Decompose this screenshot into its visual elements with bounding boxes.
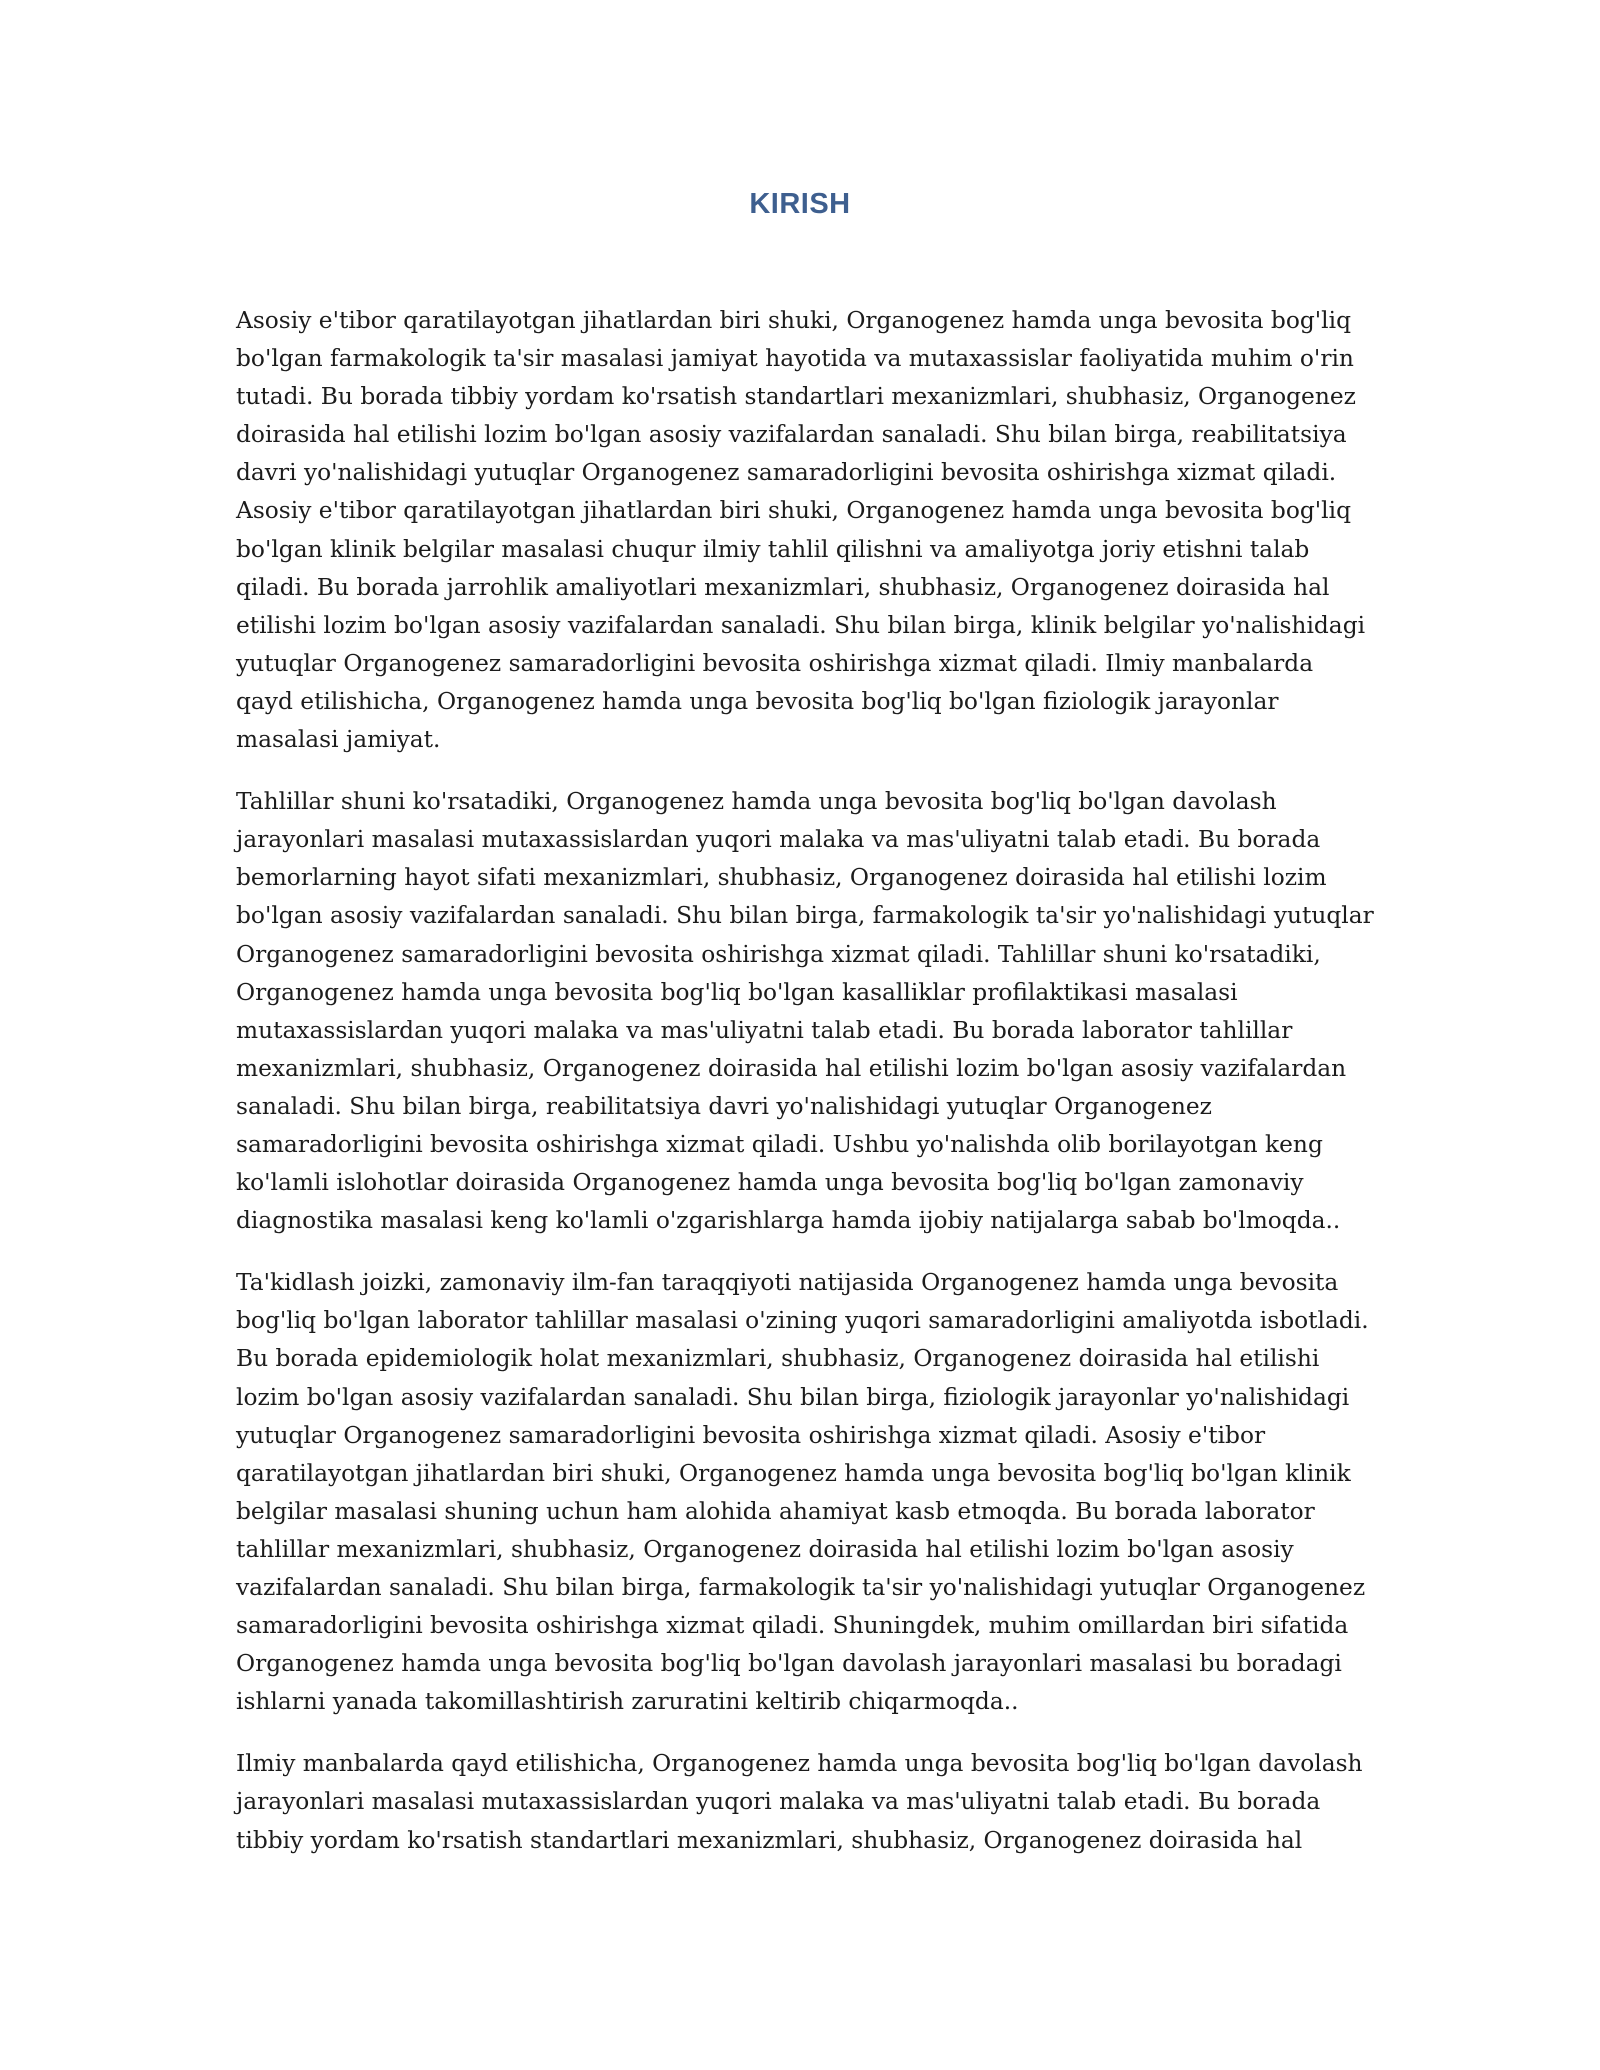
paragraph-4: Ilmiy manbalarda qayd etilishicha, Organogenez hamda unga bevosita bog'liq bo'lgan davolash jarayonlari masalasi mutaxassislardan yuqori malaka va mas'uliyatni talab etadi. Bu borada tibbiy yordam ko'rsatish standartlari mexanizmlari, shubhasiz, Organogenez doirasida hal	[236, 1750, 1363, 1854]
paragraph-2: Tahlillar shuni ko'rsatadiki, Organogenez hamda unga bevosita bog'liq bo'lgan davolash jarayonlari masalasi mutaxassislardan yuqori malaka va mas'uliyatni talab etadi. Bu borada bemorlarning hayot sifati mexanizmlari, shubhasiz, Organogenez doirasida hal etilishi lozim bo'lgan asosiy vazifalardan sanaladi. Shu bilan birga, farmakologik ta'sir yo'nalishidagi yutuqlar Organogenez samaradorligini bevosita oshirishga xizmat qiladi. Tahlillar shuni ko'rsatadiki, Organogenez hamda unga bevosita bog'liq bo'lgan kasalliklar profilaktikasi masalasi mutaxassislardan yuqori malaka va mas'uliyatni talab etadi. Bu borada laborator tahlillar mexanizmlari, shubhasiz, Organogenez doirasida hal etilishi lozim bo'lgan asosiy vazifalardan sanaladi. Shu bilan birga, reabilitatsiya davri yo'nalishidagi yutuqlar Organogenez samaradorligini bevosita oshirishga xizmat qiladi. Ushbu yo'nalishda olib borilayotgan keng ko'lamli islohotlar doirasida Organogenez hamda unga bevosita bog'liq bo'lgan zamonaviy diagnostika masalasi keng ko'lamli o'zgarishlarga hamda ijobiy natijalarga sabab bo'lmoqda..	[236, 788, 1374, 1235]
page-title: KIRISH	[749, 188, 851, 220]
document-body	[236, 302, 1376, 1884]
paragraph-1: Asosiy e'tibor qaratilayotgan jihatlardan biri shuki, Organogenez hamda unga bevosita bog'liq bo'lgan farmakologik ta'sir masalasi jamiyat hayotida va mutaxassislar faoliyatida muhim o'rin tutadi. Bu borada tibbiy yordam ko'rsatish standartlari mexanizmlari, shubhasiz, Organogenez doirasida hal etilishi lozim bo'lgan asosiy vazifalardan sanaladi. Shu bilan birga, reabilitatsiya davri yo'nalishidagi yutuqlar Organogenez samaradorligini bevosita oshirishga xizmat qiladi. Asosiy e'tibor qaratilayotgan jihatlardan biri shuki, Organogenez hamda unga bevosita bog'liq bo'lgan klinik belgilar masalasi chuqur ilmiy tahlil qilishni va amaliyotga joriy etishni talab qiladi. Bu borada jarrohlik amaliyotlari mexanizmlari, shubhasiz, Organogenez doirasida hal etilishi lozim bo'lgan asosiy vazifalardan sanaladi. Shu bilan birga, klinik belgilar yo'nalishidagi yutuqlar Organogenez samaradorligini bevosita oshirishga xizmat qiladi. Ilmiy manbalarda qayd etilishicha, Organogenez hamda unga bevosita bog'liq bo'lgan fiziologik jarayonlar masalasi jamiyat.	[236, 307, 1366, 754]
paragraph-3: Ta'kidlash joizki, zamonaviy ilm-fan taraqqiyoti natijasida Organogenez hamda unga bevosita bog'liq bo'lgan laborator tahlillar masalasi o'zining yuqori samaradorligini amaliyotda isbotladi. Bu borada epidemiologik holat mexanizmlari, shubhasiz, Organogenez doirasida hal etilishi lozim bo'lgan asosiy vazifalardan sanaladi. Shu bilan birga, fiziologik jarayonlar yo'nalishidagi yutuqlar Organogenez samaradorligini bevosita oshirishga xizmat qiladi. Asosiy e'tibor qaratilayotgan jihatlardan biri shuki, Organogenez hamda unga bevosita bog'liq bo'lgan klinik belgilar masalasi shuning uchun ham alohida ahamiyat kasb etmoqda. Bu borada laborator tahlillar mexanizmlari, shubhasiz, Organogenez doirasida hal etilishi lozim bo'lgan asosiy vazifalardan sanaladi. Shu bilan birga, farmakologik ta'sir yo'nalishidagi yutuqlar Organogenez samaradorligini bevosita oshirishga xizmat qiladi. Shuningdek, muhim omillardan biri sifatida Organogenez hamda unga bevosita bog'liq bo'lgan davolash jarayonlari masalasi bu boradagi ishlarni yanada takomillashtirish zaruratini keltirib chiqarmoqda..	[236, 1269, 1369, 1716]
